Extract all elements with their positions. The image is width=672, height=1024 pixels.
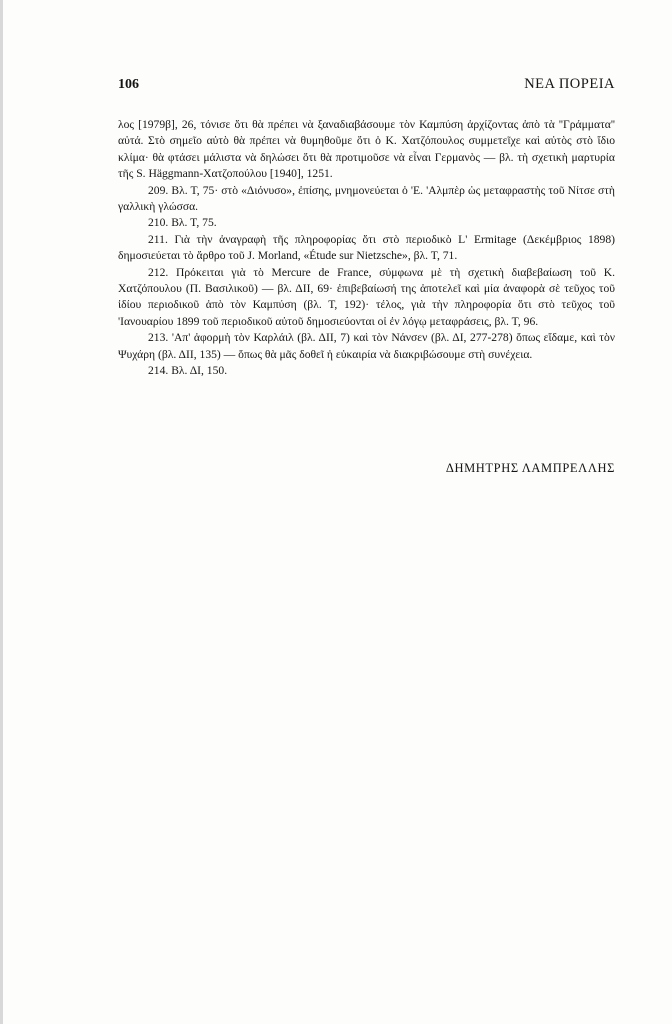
scan-edge	[0, 0, 3, 1024]
footnote-continuation: λος [1979β], 26, τόνισε ὅτι θὰ πρέπει νὰ ξαναδιαβάσουμε τὸν Καμπύση ἀρχίζοντας ἀπὸ τὰ ''Γράμματα'' αὐτά. Στὸ σημεῖο αὐτὸ θὰ πρέπει νὰ θυμηθοῦμε ὅτι ὁ Κ. Χατζόπουλος συμμετεῖχε καὶ αὐτὸς στὸ ἴδιο κλίμα· θὰ φτάσει μάλιστα νὰ δηλώσει ὅτι θὰ προτιμοῦσε νὰ εἶναι Γερμανὸς — βλ. τὴ σχετικὴ μαρτυρία τῆς S. Häggmann-Χατζοπούλου [1940], 1251.	[118, 118, 615, 181]
footnote-213: 213. 'Απ' ἀφορμὴ τὸν Καρλάιλ (βλ. ΔΙΙ, 7) καὶ τὸν Νάνσεν (βλ. ΔΙ, 277-278) ὅπως εἴδαμε, καὶ τὸν Ψυχάρη (βλ. ΔΙΙ, 135) — ὅπως θὰ μᾶς δοθεῖ ἡ εὐκαιρία νὰ διακριβώσουμε στὴ συνέχεια.	[118, 331, 615, 361]
footnote-211: 211. Γιὰ τὴν ἀναγραφὴ τῆς πληροφορίας ὅτι στὸ περιοδικὸ L' Ermitage (Δεκέμβριος 1898) δημοσιεύεται τὸ ἄρθρο τοῦ J. Morland, «Étude sur Nietzsche», βλ. Τ, 71.	[118, 232, 615, 263]
footnote-210: 210. Βλ. Τ, 75.	[148, 216, 217, 230]
footnote-214: 214. Βλ. ΔΙ, 150.	[148, 364, 228, 378]
page-header	[118, 76, 615, 96]
author-signature: ΔΗΜΗΤΡΗΣ ΛΑΜΠΡΕΛΛΗΣ	[445, 461, 615, 475]
footnotes	[118, 117, 615, 380]
footnote-212: 212. Πρόκειται γιὰ τὸ Mercure de France, σύμφωνα μὲ τὴ σχετικὴ διαβεβαίωση τοῦ Κ. Χατζόπουλου (Π. Βασιλικοῦ) — βλ. ΔΙΙ, 69· ἐπιβεβαίωσή της ἀποτελεῖ καὶ μία ἀναφορὰ σὲ τεῦχος τοῦ ἰδίου περιοδικοῦ ἀπὸ τὸν Καμπύση (βλ. Τ, 192)· τέλος, γιὰ τὴν πληροφορία ὅτι στὸ τεῦχος τοῦ 'Ιανουαρίου 1899 τοῦ περιοδικοῦ αὐτοῦ δημοσιεύονται οἱ ἐν λόγῳ μεταφράσεις, βλ. Τ, 96.	[118, 265, 615, 328]
footnote-209: 209. Βλ. Τ, 75· στὸ «Διόνυσο», ἐπίσης, μνημονεύεται ὁ 'Ε. 'Αλμπὲρ ὡς μεταφραστὴς τοῦ Νίτσε στὴ γαλλικὴ γλώσσα.	[118, 183, 615, 214]
page-number: 106	[118, 77, 139, 92]
running-title: ΝΕΑ ΠΟΡΕΙΑ	[524, 76, 615, 92]
